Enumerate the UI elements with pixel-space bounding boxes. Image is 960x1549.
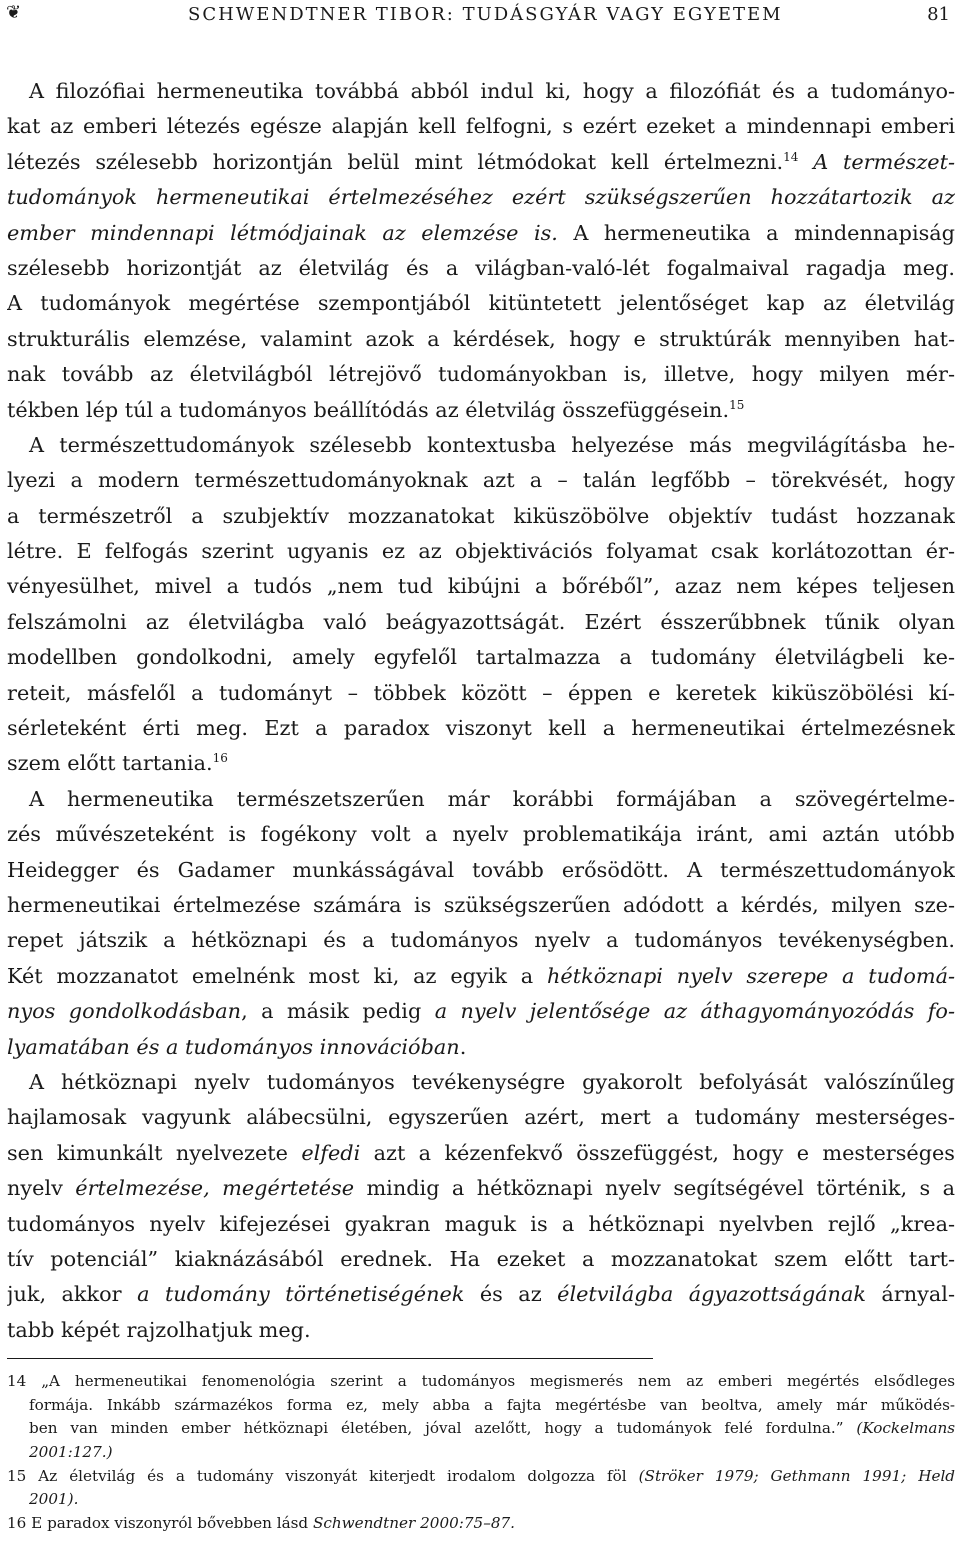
text-line: strukturális elemzése, valamint azok a kérdések, hogy e struktúrák mennyiben hat- [7, 326, 955, 351]
text-line: tudományok hermeneutikai értelmezéséhez ezért szükségszerűen hozzátartozik az [7, 185, 955, 210]
text-line: sérleteként érti meg. Ezt a paradox viszonyt kell a hermeneutikai értelmezésnek [7, 716, 955, 741]
footnote-16: 16 E paradox viszonyról bővebben lásd Schwendtner 2000:75–87. [7, 1514, 515, 1533]
text-line: A hétköznapi nyelv tudományos tevékenységre gyakorolt befolyását valószínűleg [29, 1069, 955, 1094]
text-line: tabb képét rajzolhatjuk meg. [7, 1317, 311, 1342]
text-line: nak tovább az életvilágból létrejövő tudományokban is, illetve, hogy milyen mér- [7, 362, 955, 387]
footnotes [7, 1370, 955, 1536]
text-line: tudományos nyelv kifejezései gyakran maguk is a hétköznapi nyelvben rejlő „krea- [7, 1211, 955, 1236]
text-line: Két mozzanatot emelnénk most ki, az egyik a hétköznapi nyelv szerepe a tudomá- [7, 963, 955, 988]
text-line: reteit, másfelől a tudományt – többek között – éppen e keretek kiküszöbölési kí- [7, 680, 955, 705]
text-line: hermeneutikai értelmezése számára is szükségszerűen adódott a kérdés, milyen sze- [7, 892, 955, 917]
text-line: nyelv értelmezése, megértetése mindig a hétköznapi nyelv segítségével történik, s a [7, 1176, 955, 1201]
text-line: A természettudományok szélesebb kontextusba helyezése más megvilágításba he- [29, 432, 955, 457]
text-line: felszámolni az életvilágba való beágyazottságát. Ezért ésszerűbbnek tűnik olyan [7, 609, 955, 634]
footnote-divider [7, 1358, 653, 1359]
text-line: repet játszik a hétköznapi és a tudományos nyelv a tudományos tevékenységben. [7, 928, 955, 953]
text-line: A tudományok megértése szempontjából kitüntetett jelentőséget kap az életvilág [7, 291, 955, 316]
main-text [7, 74, 955, 1348]
footnote-line: formája. Inkább származékos forma ez, mely abba a fajta megértésbe van beoltva, amely már működés- [29, 1395, 955, 1414]
footnote-line: 2001:127.) [29, 1443, 113, 1462]
text-line: hajlamosak vagyunk alábecsülni, egyszerűen azért, mert a tudomány mesterséges- [7, 1105, 955, 1130]
footnote-15: 15 Az életvilág és a tudomány viszonyát kiterjedt irodalom dolgozza föl (Ströker 1979; Gethmann 1991; Held [7, 1466, 955, 1485]
running-title: SCHWENDTNER TIBOR: TUDÁSGYÁR VAGY EGYETEM [188, 4, 783, 25]
text-line: ember mindennapi létmódjainak az elemzése is. A hermeneutika a mindennapiság [7, 220, 955, 245]
text-line: modellben gondolkodni, amely egyfelől tartalmazza a tudomány életvilágbeli ke- [7, 645, 955, 670]
page-number: 81 [927, 4, 950, 25]
text-line: szélesebb horizontját az életvilág és a világban-való-lét fogalmaival ragadja meg. [7, 255, 955, 280]
text-line: szem előtt tartania.$^{16}$ [7, 751, 228, 776]
footnote-line: ben van minden ember hétköznapi életében, jóval azelőtt, hogy a tudományok felé fordulna.” (Kockelmans [29, 1419, 955, 1438]
text-line: lyezi a modern természettudományoknak azt a – talán legfőbb – törekvését, hogy [7, 468, 955, 493]
text-line: lyamatában és a tudományos innovációban. [7, 1034, 467, 1059]
leaf-ornament-icon: ❦ [6, 2, 22, 23]
footnote-ref: 15 [729, 397, 745, 412]
text-line: nyos gondolkodásban, a másik pedig a nyelv jelentősége az áthagyományozódás fo- [7, 999, 955, 1024]
text-line: a természetről a szubjektív mozzanatokat kiküszöbölve objektív tudást hozzanak [7, 503, 955, 528]
text-line: tív potenciál” kiaknázásából erednek. Ha ezeket a mozzanatokat szem előtt tart- [7, 1246, 955, 1271]
footnote-ref: 14 [783, 149, 799, 164]
footnote-14: 14 „A hermeneutikai fenomenológia szerint a tudományos megismerés nem az emberi megértés elsődleges [7, 1372, 955, 1390]
text-line: juk, akkor a tudomány történetiségének és az életvilágba ágyazottságának árnyal- [7, 1282, 955, 1307]
text-line: A filozófiai hermeneutika továbbá abból indul ki, hogy a filozófiát és a tudományo- [29, 79, 955, 103]
text-line: zés művészeteként is fogékony volt a nyelv problematikája iránt, ami aztán utóbb [7, 822, 955, 847]
text-line: A hermeneutika természetszerűen már korábbi formájában a szövegértelme- [29, 786, 955, 811]
text-line: létre. E felfogás szerint ugyanis ez az objektivációs folyamat csak korlátozottan ér- [7, 539, 955, 564]
text-line: létezés szélesebb horizontján belül mint létmódokat kell értelmezni.$^{14}$ A természet- [7, 149, 955, 174]
page-header [0, 0, 960, 30]
text-line: tékben lép túl a tudományos beállítódás az életvilág összefüggésein.$^{15}$ [7, 397, 745, 422]
footnote-ref: 16 [212, 751, 228, 766]
footnote-line: 2001). [29, 1490, 79, 1509]
text-line: kat az emberi létezés egésze alapján kell felfogni, s ezért ezeket a mindennapi emberi [7, 114, 955, 139]
text-line: Heidegger és Gadamer munkásságával tovább erősödött. A természettudományok [7, 857, 955, 882]
text-line: vényesülhet, mivel a tudós „nem tud kibújni a bőréből”, azaz nem képes teljesen [7, 574, 955, 599]
text-line: sen kimunkált nyelvezete elfedi azt a kézenfekvő összefüggést, hogy e mesterséges [7, 1140, 955, 1165]
